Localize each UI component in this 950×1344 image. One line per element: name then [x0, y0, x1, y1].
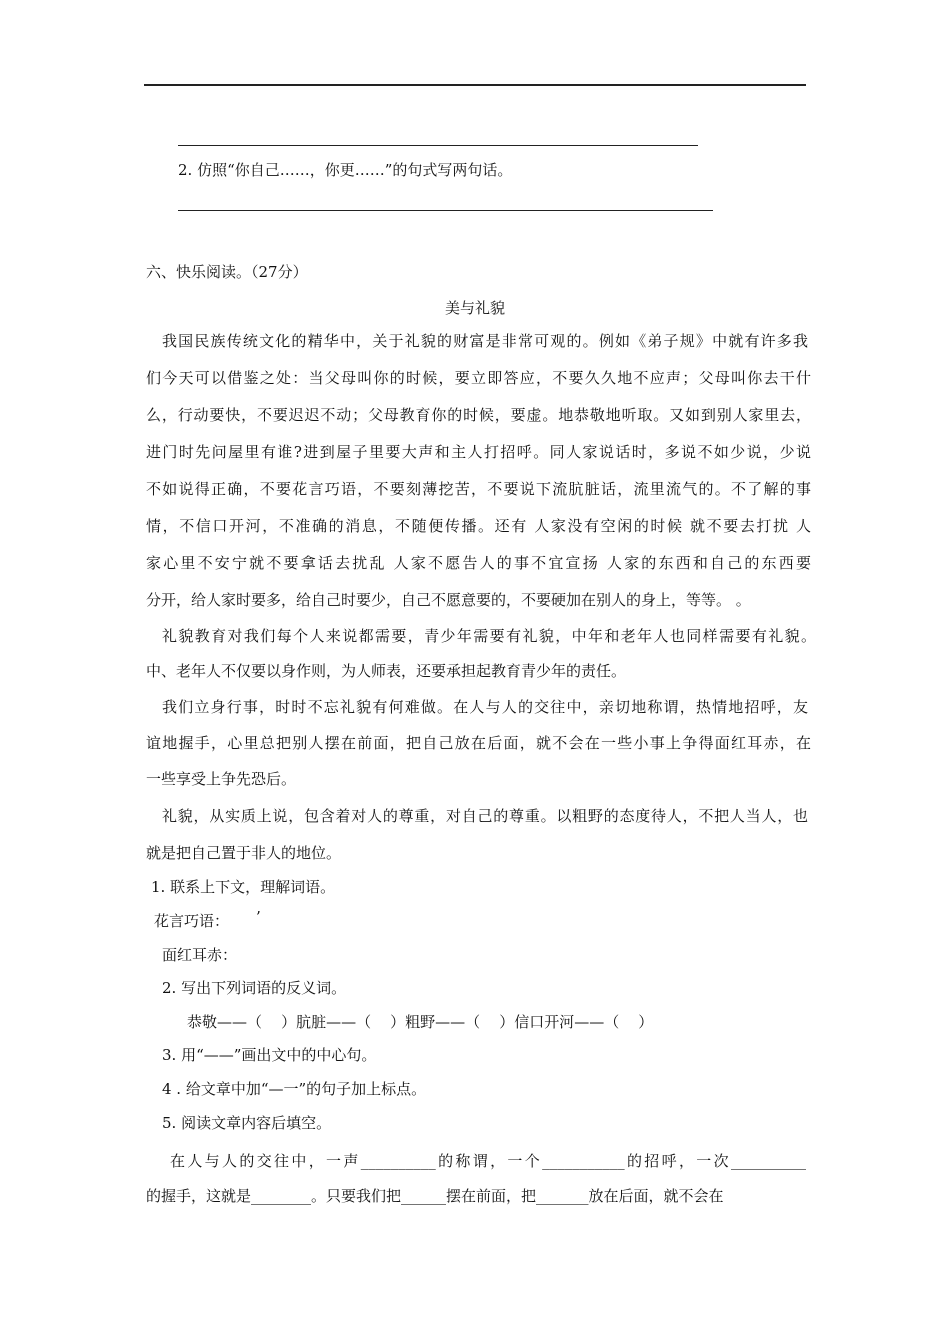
p4-line: 就是把自己置于非人的地位。 [146, 844, 342, 862]
fill-line-1: 在人与人的交往中，一声__________的称谓，一个___________的招呼，一次__________ [170, 1152, 806, 1170]
answer-line-1 [178, 145, 698, 146]
p4-line: 礼貌，从实质上说，包含着对人的尊重，对自己的尊重。以粗野的态度待人，不把人当人，也 [162, 807, 808, 825]
question-2-imitate: 2. 仿照“你自己……，你更……”的句式写两句话。 [178, 161, 513, 179]
question-1a: 花言巧语： [154, 912, 230, 930]
question-2: 2. 写出下列词语的反义词。 [162, 979, 347, 997]
fill-line-2: 的握手，这就是________。只要我们把______摆在前面，把_______放在后面，就不会在 [146, 1187, 724, 1205]
p1-line: 情，不信口开河，不准确的消息，不随便传播。还有 人家没有空闲的时候 就不要去打扰 人 [146, 517, 811, 535]
answer-line-2 [178, 210, 713, 211]
question-3: 3. 用“——”画出文中的中心句。 [162, 1046, 377, 1064]
top-rule [144, 84, 806, 86]
section-heading: 六、快乐阅读。（27分） [146, 263, 308, 281]
question-1a-mark: ’ [256, 908, 261, 926]
question-1: 1. 联系上下文，理解词语。 [151, 878, 336, 896]
question-4: 4 . 给文章中加“—一”的句子加上标点。 [162, 1080, 427, 1098]
question-5: 5. 阅读文章内容后填空。 [162, 1114, 332, 1132]
passage-title: 美与礼貌 [444, 299, 505, 317]
p2-line: 礼貌教育对我们每个人来说都需要，青少年需要有礼貌，中年和老年人也同样需要有礼貌。 [162, 627, 816, 645]
question-1b: 面红耳赤： [162, 946, 238, 964]
p3-line: 谊地握手，心里总把别人摆在前面，把自己放在后面，就不会在一些小事上争得面红耳赤，在 [146, 734, 811, 752]
p1-line: 们今天可以借鉴之处：当父母叫你的时候，要立即答应，不要久久地不应声；父母叫你去干什 [146, 369, 811, 387]
p1-line: 我国民族传统文化的精华中，关于礼貌的财富是非常可观的。例如《弟子规》中就有许多我 [162, 332, 808, 350]
p3-line: 我们立身行事，时时不忘礼貌有何难做。在人与人的交往中，亲切地称谓，热情地招呼，友 [162, 698, 808, 716]
p1-line: 不如说得正确，不要花言巧语，不要刻薄挖苦，不要说下流肮脏话，流里流气的。不了解的事 [146, 480, 811, 498]
p2-line: 中、老年人不仅要以身作则，为人师表，还要承担起教育青少年的责任。 [146, 662, 627, 680]
antonym-items: 恭敬——（ ）肮脏——（ ）粗野——（ ）信口开河——（ ） [187, 1013, 654, 1031]
p3-line: 一些享受上争先恐后。 [146, 770, 297, 788]
p1-line: 么，行动要快，不要迟迟不动；父母教育你的时候，要虚。地恭敬地听取。又如到别人家里去， [146, 406, 811, 424]
p1-line: 家心里不安宁就不要拿话去扰乱 人家不愿告人的事不宜宣扬 人家的东西和自己的东西要 [146, 554, 811, 572]
p1-line: 进门时先问屋里有谁?进到屋子里要大声和主人打招呼。同人家说话时，多说不如少说，少说 [146, 443, 811, 461]
p1-line: 分开，给人家时要多，给自己时要少，自己不愿意要的，不要硬加在别人的身上，等等。 。 [146, 591, 751, 609]
